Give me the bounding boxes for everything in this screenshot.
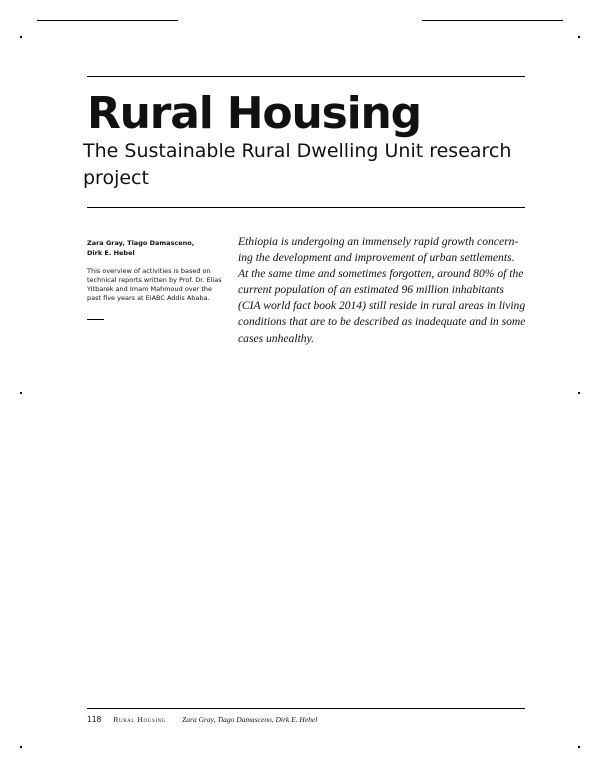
page-number: 118: [87, 715, 102, 724]
abstract-line: cases unhealthy.: [238, 331, 314, 345]
crop-dot-top-right: [578, 36, 580, 38]
crop-dot-mid-right: [578, 392, 580, 394]
author-line: Dirk E. Hebel: [87, 249, 135, 257]
source-note: [87, 267, 227, 303]
crop-dot-mid-left: [20, 392, 22, 394]
sidebar-short-rule: [87, 319, 104, 320]
abstract-line: ing the development and improvement of urban settlements.: [238, 251, 515, 265]
header-bottom-rule: [87, 207, 525, 208]
running-footer: [87, 714, 317, 726]
abstract: [238, 234, 534, 347]
note-line: This overview of activities is based on: [87, 267, 211, 275]
crop-mark-top-right: [422, 20, 563, 21]
author-list: [87, 238, 227, 258]
author-line: Zara Gray, Tiago Damasceno,: [87, 239, 195, 247]
crop-dot-top-left: [20, 36, 22, 38]
abstract-line: conditions that are to be described as inadequate and in some: [238, 315, 526, 329]
footer-rule: [87, 708, 525, 709]
note-line: past five years at EiABC Addis Ababa.: [87, 294, 210, 302]
top-rule: [87, 76, 525, 77]
crop-dot-bottom-right: [578, 746, 580, 748]
abstract-line: Ethiopia is undergoing an immensely rapid growth concern-: [238, 235, 519, 248]
note-line: Yitbarek and Imam Mahmoud over the: [87, 285, 213, 293]
note-line: technical reports written by Prof. Dr. Elias: [87, 276, 222, 284]
abstract-line: current population of an estimated 96 million inhabitants: [238, 283, 504, 297]
abstract-line: At the same time and sometimes forgotten, around 80% of the: [238, 267, 524, 281]
crop-dot-bottom-left: [20, 746, 22, 748]
abstract-line: (CIA world fact book 2014) still reside in rural areas in living: [238, 299, 526, 313]
crop-mark-top-left: [37, 20, 178, 21]
running-title: Rural Housing: [113, 715, 167, 724]
running-authors: Zara Gray, Tiago Damasceno, Dirk E. Hebel: [182, 715, 318, 724]
article-subtitle: The Sustainable Rural Dwelling Unit research project: [83, 140, 512, 189]
article-title: Rural Housing: [87, 88, 421, 139]
